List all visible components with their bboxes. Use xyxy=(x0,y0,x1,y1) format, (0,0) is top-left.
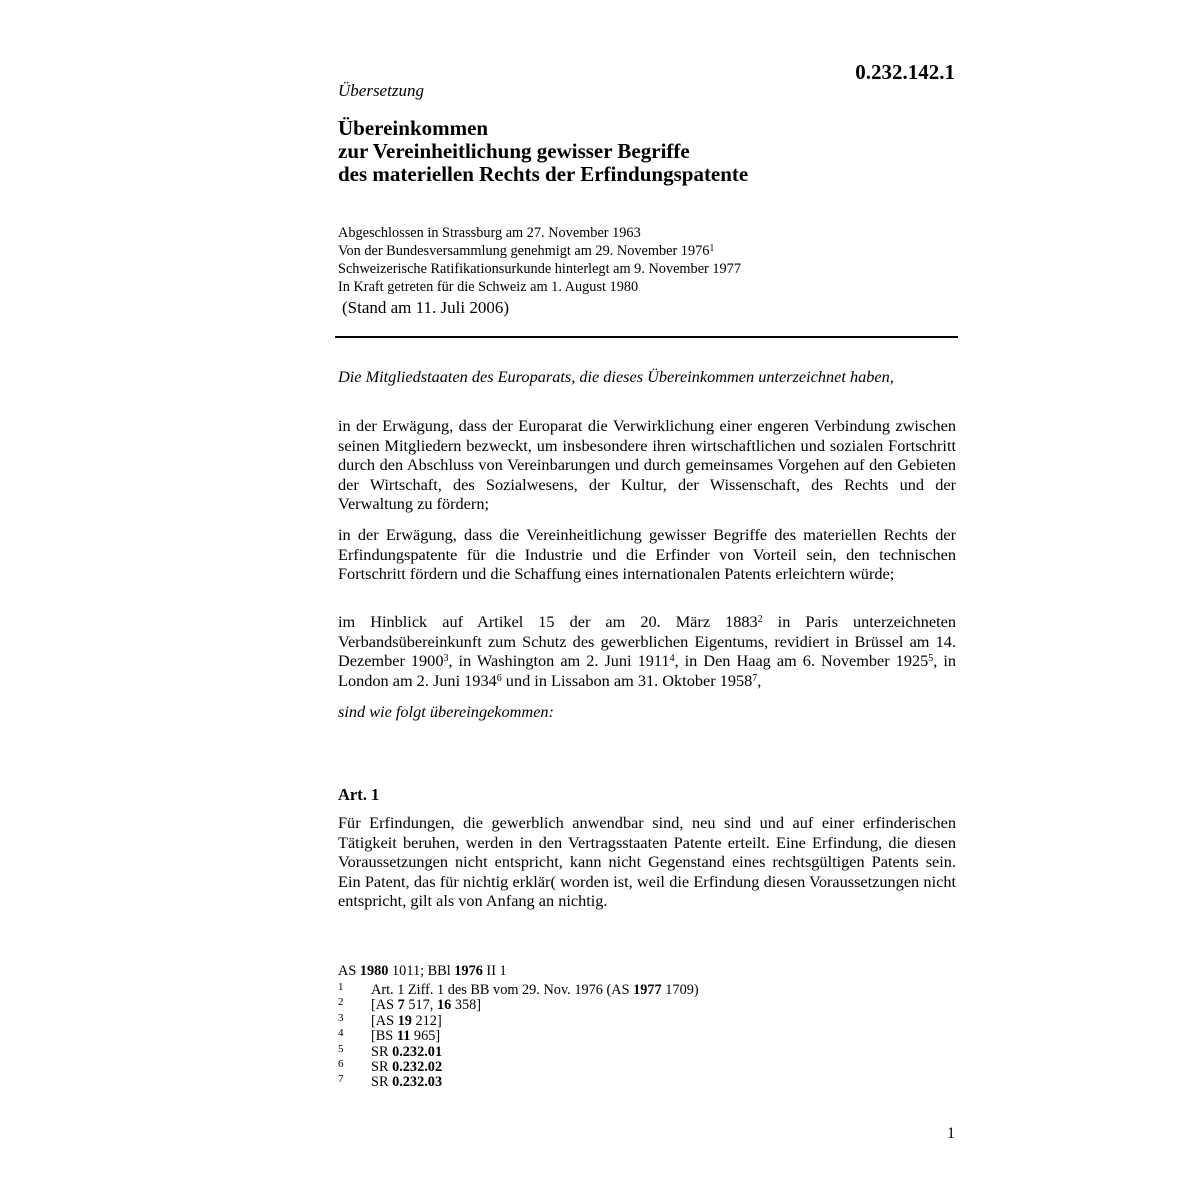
in-force-line: In Kraft getreten für die Schweiz am 1. August 1980 xyxy=(338,279,639,295)
p3-text-5: , in London am 2. Juni 1934 xyxy=(338,651,956,690)
footnote-text: SR 0.232.01 xyxy=(371,1043,443,1060)
preamble-paragraph-1: in der Erwägung, dass der Europarat die Verwirklichung einer engeren Verbindung zwischen seinen Mitgliedern bezweckt, um insbesondere ihren wirtschaftlichen und sozialen Fortschritt durch den Abschluss von Vereinbarungen und durch gemeinsames Vorgehen auf den Gebieten der Wirtschaft, des Sozialwesens, der Kultur, der Wissenschaft, des Rechts und der Verwaltung zu fördern; xyxy=(338,416,956,514)
fn-source-a: AS xyxy=(338,963,360,979)
footnote-ref-1[interactable]: 1 xyxy=(709,243,715,254)
fn-source-d: 1976 xyxy=(454,963,483,979)
footnote-ref-4[interactable]: 4 xyxy=(669,653,675,665)
approved-line xyxy=(338,242,958,260)
footnote-number: 2 xyxy=(338,996,344,1009)
article-1-heading: Art. 1 xyxy=(338,785,380,804)
footnote-text: [AS 7 517, 16 358] xyxy=(371,997,482,1014)
preamble-agreed: sind wie folgt übereingekommen: xyxy=(338,702,554,721)
title-line-2: zur Vereinheitlichung gewisser Begriffe xyxy=(338,139,690,163)
footnote-number: 5 xyxy=(338,1042,344,1055)
p3-text-2: in Paris unterzeichneten Verbandsübereinkunft zum Schutz des gewerblichen Eigentums, revidiert in Brüssel am 14. Dezember 1900 xyxy=(338,612,956,671)
fn-source-e: II 1 xyxy=(482,963,507,979)
footnote-list xyxy=(338,983,699,1091)
preamble-paragraph-2: in der Erwägung, dass die Vereinheitlichung gewisser Begriffe des materiellen Rechts der Erfindungspatente für die Industrie und die Erfinder von Vorteil sein, den technischen Fortschritt fördern und die Schaffung eines internationalen Patents erleichtern würde; xyxy=(338,525,956,584)
footnote-number: 6 xyxy=(338,1058,344,1071)
preamble-paragraph-3 xyxy=(338,612,956,690)
footnote-ref-5[interactable]: 5 xyxy=(928,653,934,665)
article-1-text: Für Erfindungen, die gewerblich anwendbar sind, neu sind und auf einer erfinderischen Tätigkeit beruhen, werden in den Vertragsstaaten Patente erteilt. Eine Erfindung, die diesen Voraussetzungen nicht entspricht, kann nicht Gegenstand eines rechtsgültigen Patents sein. Ein Patent, das für nichtig erklär( worden ist, weil die Erfindung diesen Voraussetzungen nicht entspricht, gilt als von Anfang an nichtig. xyxy=(338,813,956,911)
footnote-ref-7[interactable]: 7 xyxy=(752,672,758,684)
footnote-number: 7 xyxy=(338,1073,344,1086)
document-title xyxy=(338,117,958,186)
footnote-ref-2[interactable]: 2 xyxy=(757,614,763,625)
p3-text-1: im Hinblick auf Artikel 15 der am 20. März 1883 xyxy=(338,612,758,631)
footnote-text: SR 0.232.03 xyxy=(371,1074,443,1091)
p3-text-3: , in Washington am 2. Juni 1911 xyxy=(448,651,670,671)
title-line-1: Übereinkommen xyxy=(338,116,489,140)
ratification-line: Schweizerische Ratifikationsurkunde hinterlegt am 9. November 1977 xyxy=(338,261,741,277)
footnote-text: [BS 11 965] xyxy=(371,1028,441,1045)
horizontal-rule xyxy=(335,336,958,338)
p3-text-6: und in Lissabon am 31. Oktober 1958 xyxy=(501,670,753,690)
footnote-item xyxy=(338,1075,699,1090)
p3-text-4: , in Den Haag am 6. November 1925 xyxy=(674,651,929,671)
approved-text: Von der Bundesversammlung genehmigt am 29. November 1976 xyxy=(338,243,710,259)
footnote-number: 3 xyxy=(338,1011,344,1024)
document-number: 0.232.142.1 xyxy=(855,60,955,84)
footnote-text: [AS 19 212] xyxy=(371,1012,442,1029)
footnote-number: 1 xyxy=(338,981,344,993)
footnote-item xyxy=(338,1060,699,1075)
footnote-item xyxy=(338,1029,699,1044)
fn-source-c: 1011; BBl xyxy=(388,963,455,979)
footnote-number: 4 xyxy=(338,1027,344,1040)
metadata-block xyxy=(338,224,958,296)
title-line-3: des materiellen Rechts der Erfindungspatente xyxy=(338,162,749,186)
footnote-item xyxy=(338,1042,699,1060)
preamble-intro: Die Mitgliedstaaten des Europarats, die dieses Übereinkommen unterzeichnet haben, xyxy=(338,367,894,386)
p3-text-7: , xyxy=(757,670,762,690)
footnote-item xyxy=(338,1011,699,1029)
footnote-ref-6[interactable]: 6 xyxy=(496,672,502,684)
footnote-text: Art. 1 Ziff. 1 des BB vom 29. Nov. 1976 (AS 1977 1709) xyxy=(371,982,699,998)
fn-source-b: 1980 xyxy=(359,963,389,979)
concluded-line: Abgeschlossen in Strassburg am 27. November 1963 xyxy=(338,225,641,241)
status-date: (Stand am 11. Juli 2006) xyxy=(342,298,509,317)
footnote-item xyxy=(338,983,699,998)
footnote-ref-3[interactable]: 3 xyxy=(443,653,449,665)
footnote-source xyxy=(338,963,507,980)
footnote-item xyxy=(338,998,699,1013)
footnote-text: SR 0.232.02 xyxy=(371,1059,443,1076)
page-number: 1 xyxy=(947,1125,955,1142)
translation-label: Übersetzung xyxy=(338,81,424,100)
